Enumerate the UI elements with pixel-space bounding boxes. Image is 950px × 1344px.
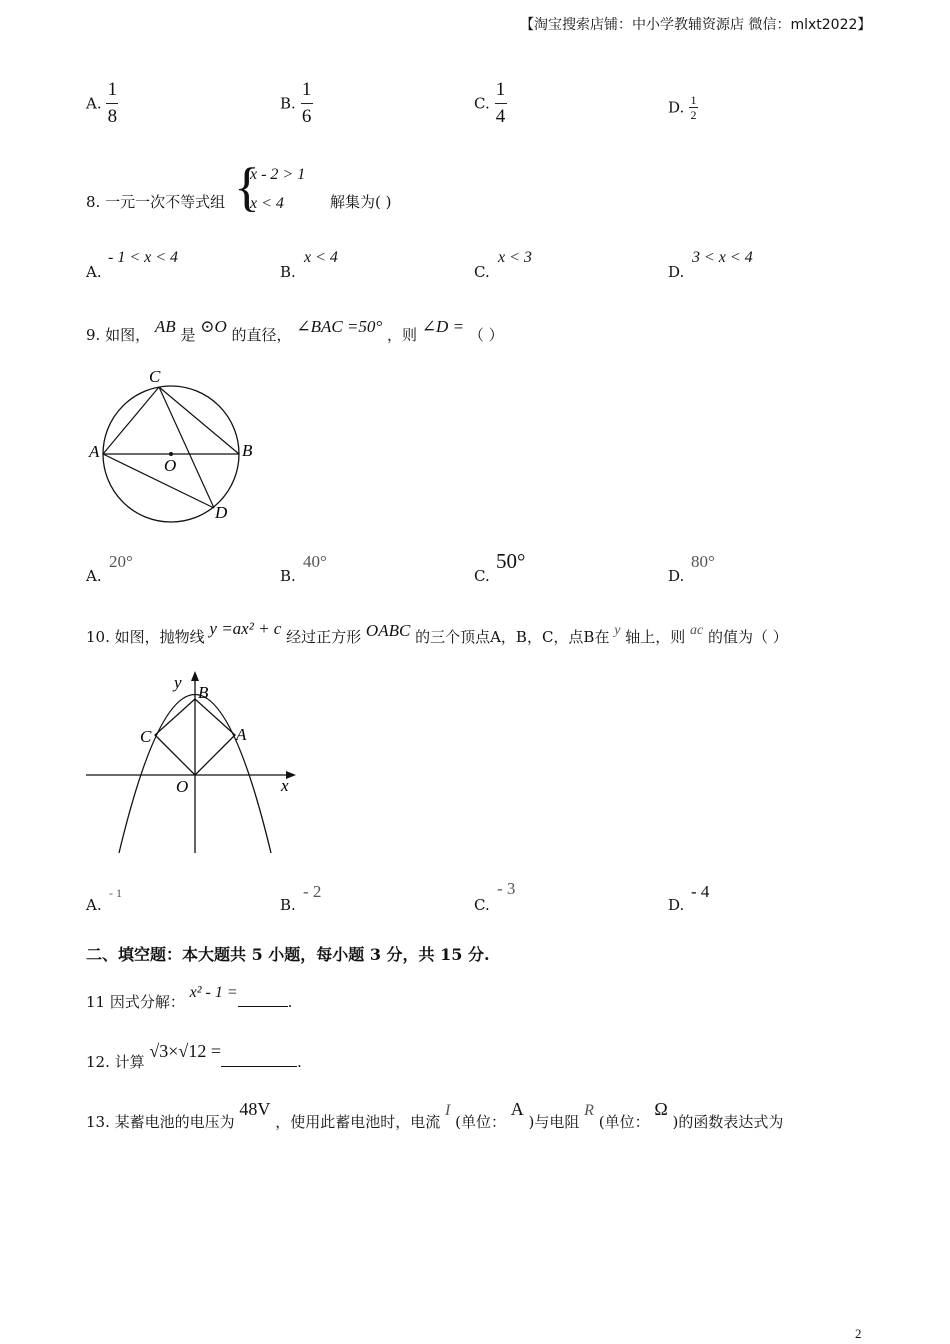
q8-option-a-value: - 1 < x < 4 — [108, 249, 179, 266]
q12 — [86, 1041, 302, 1072]
resistance-symbol: R — [584, 1102, 594, 1119]
current-symbol: I — [444, 1102, 451, 1119]
q9-option-c-value: 50° — [496, 549, 526, 573]
q7-option-d[interactable] — [668, 94, 698, 121]
answer-blank[interactable] — [238, 992, 288, 1007]
q9-text-2: 是 — [180, 326, 196, 344]
angle-bac: ∠BAC =50° — [296, 317, 383, 336]
segment-ab: AB — [154, 317, 176, 336]
fraction — [301, 80, 313, 127]
section-heading: 二、填空题：本大题共 5 小题，每小题 3 分，共 15 分. — [86, 945, 490, 964]
answer-blank[interactable] — [221, 1052, 297, 1067]
q8-stem-suffix: 解集为( ) — [330, 193, 392, 211]
q8-option-a-label[interactable]: A. — [86, 263, 102, 281]
label-b: B — [198, 683, 209, 702]
option-label: D. — [668, 98, 685, 117]
q10-option-c-label[interactable]: C. — [474, 896, 490, 914]
y-axis-symbol: y — [614, 623, 621, 638]
numerator: 1 — [107, 79, 118, 100]
q13-text-4: )与电阻 — [528, 1113, 580, 1131]
q9-option-b-label[interactable]: B. — [280, 567, 296, 585]
system-brace: { — [234, 157, 260, 217]
q8-inequality-1: x - 2 > 1 — [250, 166, 306, 183]
option-label: C. — [474, 94, 490, 113]
label-d: D — [215, 503, 228, 522]
label-b: B — [242, 441, 253, 460]
q11 — [86, 984, 293, 1012]
numerator: 1 — [495, 79, 506, 100]
option-label: A. — [86, 94, 102, 113]
label-o: O — [176, 777, 189, 796]
q10-text-2: 经过正方形 — [286, 628, 362, 646]
voltage-value: 48V — [239, 1099, 271, 1119]
angle-d: ∠D = — [421, 317, 465, 336]
q9-option-d-label[interactable]: D. — [668, 567, 685, 585]
label-o: O — [164, 456, 177, 475]
q12-prefix: 12. 计算 — [86, 1053, 145, 1071]
label-a: A — [236, 725, 247, 744]
parabola-equation: y =ax² + c — [209, 619, 282, 638]
q7-option-c[interactable] — [474, 80, 507, 127]
q8-option-d-value: 3 < x < 4 — [692, 249, 753, 266]
circle-figure — [84, 362, 264, 532]
label-a: A — [89, 442, 100, 461]
unit-ohm: Ω — [654, 1099, 668, 1119]
parabola-figure — [84, 668, 304, 858]
q8-option-b-label[interactable]: B. — [280, 263, 296, 281]
q12-suffix: . — [296, 1053, 302, 1071]
q10-text-4: 轴上，则 — [625, 628, 686, 646]
q13-text-5: (单位： — [598, 1113, 650, 1131]
q10-option-d-label[interactable]: D. — [668, 896, 685, 914]
q10-option-b-label[interactable]: B. — [280, 896, 296, 914]
q9-option-a-label[interactable]: A. — [86, 567, 102, 585]
q8-option-d-label[interactable]: D. — [668, 263, 685, 281]
q9-stem — [86, 317, 504, 345]
label-y: y — [174, 673, 182, 692]
q10-option-d-value: - 4 — [691, 882, 710, 901]
q9-text-5: （ ） — [468, 326, 504, 344]
denominator: 6 — [301, 106, 312, 127]
denominator: 8 — [107, 106, 118, 127]
q13-text-1: 13. 某蓄电池的电压为 — [86, 1113, 235, 1131]
q7-option-b[interactable] — [280, 80, 313, 127]
q8-inequality-2: x < 4 — [250, 195, 284, 212]
q9-option-d-value: 80° — [691, 552, 715, 571]
q10-stem — [86, 619, 788, 647]
q12-expression: √3×√12 = — [149, 1041, 221, 1061]
q9-text-1: 9. 如图， — [86, 326, 151, 344]
q9-text-4: ，则 — [387, 326, 418, 344]
square-oabc: OABC — [365, 621, 411, 640]
fraction — [106, 80, 118, 127]
denominator: 4 — [495, 106, 506, 127]
q13-text-2: ，使用此蓄电池时，电流 — [275, 1113, 441, 1131]
q8-stem-prefix: 8. 一元一次不等式组 — [86, 193, 226, 211]
q10-option-a-value: - 1 — [109, 886, 122, 900]
q10-option-c-value: - 3 — [497, 879, 516, 898]
q9-option-b-value: 40° — [303, 552, 327, 571]
q13 — [86, 1099, 784, 1132]
q9-option-c-label[interactable]: C. — [474, 567, 490, 585]
q11-suffix: . — [287, 993, 293, 1011]
label-c: C — [149, 367, 161, 386]
q11-prefix: 11 因式分解： — [86, 993, 185, 1011]
ac-symbol: ac — [690, 623, 704, 638]
q11-expression: x² - 1 = — [189, 984, 238, 1001]
label-c: C — [140, 727, 152, 746]
page-number: 2 — [855, 1326, 862, 1341]
denominator: 2 — [690, 108, 697, 122]
label-x: x — [281, 776, 289, 795]
q10-text-3: 的三个顶点A，B，C，点B在 — [415, 628, 610, 646]
circle-o: ⊙O — [200, 317, 227, 336]
fraction — [689, 94, 698, 121]
q10-option-b-value: - 2 — [303, 882, 322, 901]
q13-text-3: (单位： — [455, 1113, 506, 1131]
q13-text-6: )的函数表达式为 — [672, 1113, 784, 1131]
q8-option-b-value: x < 4 — [304, 249, 338, 266]
fraction — [495, 80, 507, 127]
q9-text-3: 的直径， — [231, 326, 292, 344]
q9-option-a-value: 20° — [109, 552, 133, 571]
numerator: 1 — [301, 79, 312, 100]
q8-option-c-value: x < 3 — [498, 249, 532, 266]
unit-ampere: A — [510, 1099, 524, 1119]
q10-option-a-label[interactable]: A. — [86, 896, 102, 914]
option-label: B. — [280, 94, 296, 113]
q7-option-a[interactable] — [86, 80, 118, 127]
q8-option-c-label[interactable]: C. — [474, 263, 490, 281]
page-header: 【淘宝搜索店铺：中小学教辅资源店 微信：mlxt2022】 — [520, 17, 872, 33]
q10-text-5: 的值为（ ） — [708, 628, 788, 646]
numerator: 1 — [690, 93, 697, 107]
q10-text-1: 10. 如图，抛物线 — [86, 628, 205, 646]
